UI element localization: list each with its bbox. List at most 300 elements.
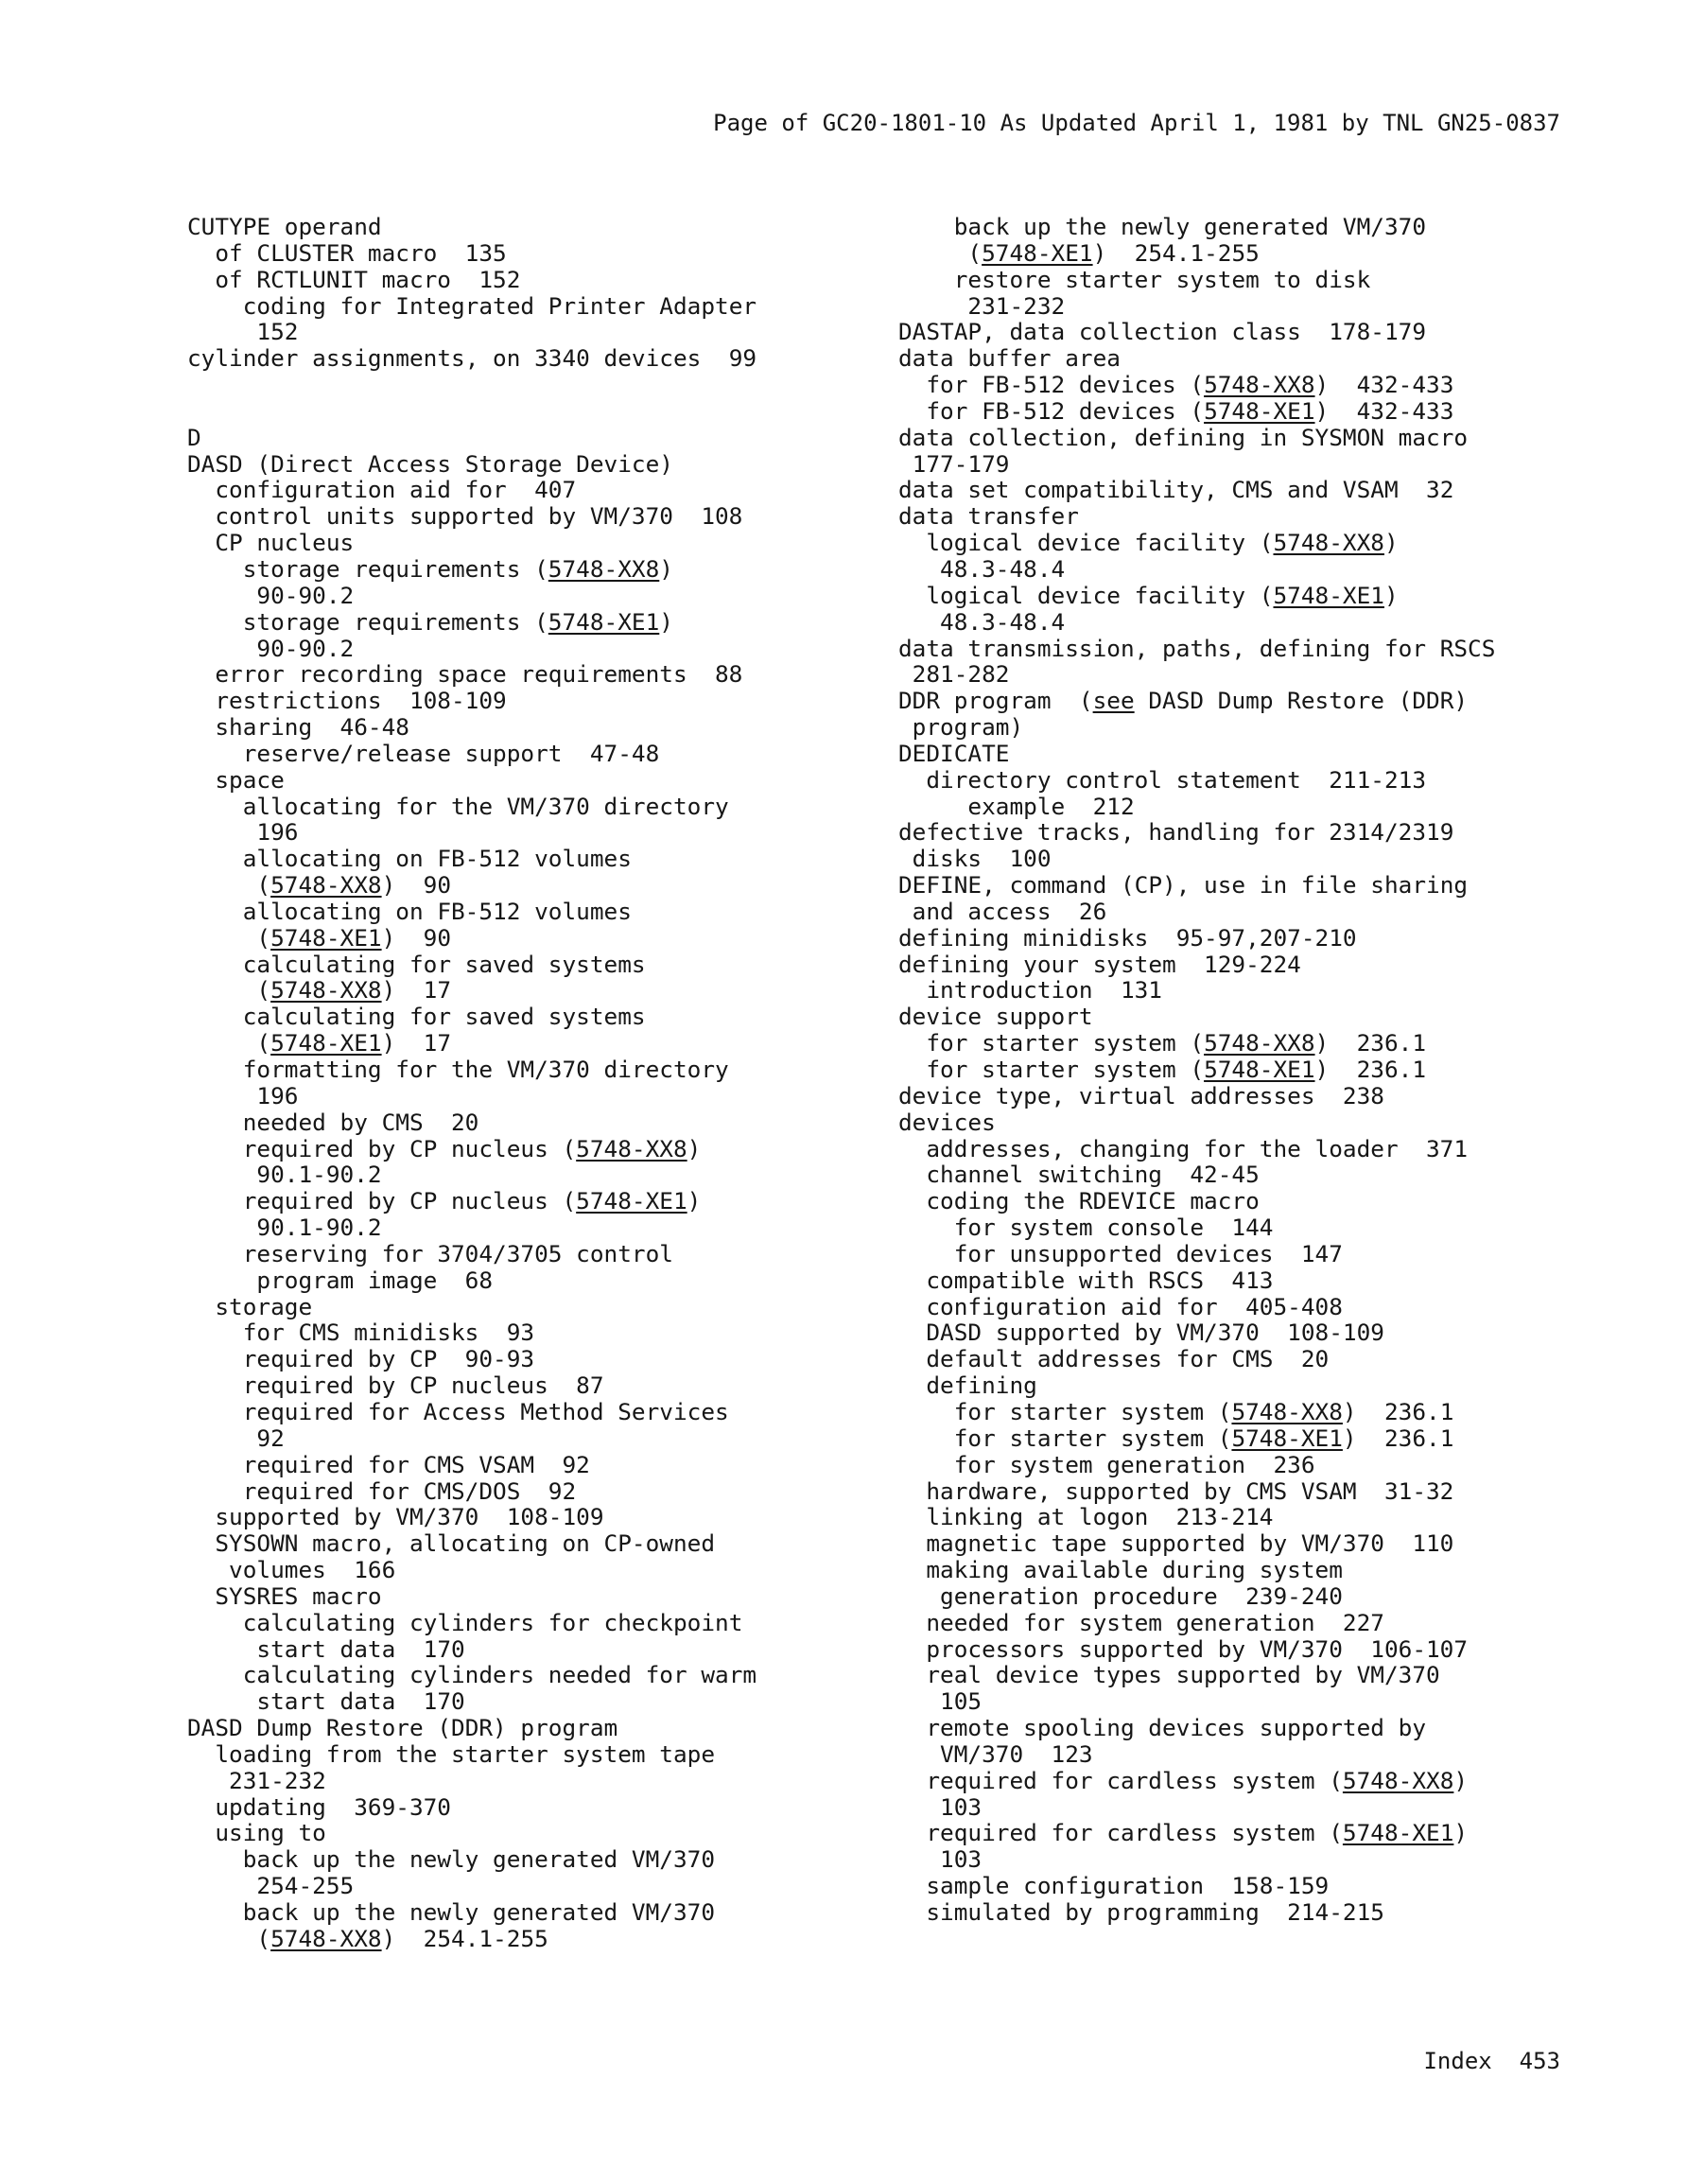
entry-text: for FB-512 devices ( <box>926 371 1205 399</box>
entry-code: see <box>1092 687 1135 715</box>
entry-text: updating 369-370 <box>215 1792 451 1821</box>
entry-text: logical device facility ( <box>926 529 1274 557</box>
entry-text: 90-90.2 <box>242 634 355 662</box>
entry-text: 92 <box>242 1424 285 1452</box>
index-entry <box>898 872 1579 899</box>
entry-text: defining <box>926 1372 1037 1400</box>
index-entry <box>898 1741 1579 1768</box>
entry-text: 231-232 <box>953 291 1066 320</box>
entry-text: required by CP nucleus ( <box>242 1187 577 1215</box>
index-entry <box>898 1820 1579 1846</box>
entry-tail: ) 90 <box>381 871 452 900</box>
entry-text: example 212 <box>953 792 1135 820</box>
entry-text: required by CP 90-93 <box>242 1345 535 1373</box>
entry-text: required for cardless system ( <box>926 1766 1343 1794</box>
entry-text: 103 <box>926 1792 983 1821</box>
entry-tail: DASD Dump Restore (DDR) <box>1134 687 1469 715</box>
entry-text: ( <box>953 238 983 267</box>
entry-tail: ) 254.1-255 <box>381 1924 548 1952</box>
entry-text: introduction 131 <box>926 976 1162 1005</box>
index-entry <box>898 1109 1579 1136</box>
entry-text: of RCTLUNIT macro 152 <box>215 265 521 293</box>
entry-code: 5748-XX8 <box>270 871 382 900</box>
index-entry <box>187 794 887 820</box>
entry-text: formatting for the VM/370 directory <box>242 1056 729 1083</box>
index-entry <box>898 1425 1579 1452</box>
index-entry <box>898 1504 1579 1530</box>
entry-text: restore starter system to disk <box>953 265 1371 293</box>
index-entry <box>187 1820 887 1846</box>
index-entry <box>187 1319 887 1346</box>
entry-text: sharing 46-48 <box>215 713 409 742</box>
entry-tail: ) 236.1 <box>1314 1056 1427 1083</box>
index-entry <box>898 1162 1579 1188</box>
index-entry <box>187 1530 887 1557</box>
entry-code: 5748-XE1 <box>1204 396 1315 425</box>
entry-text: devices <box>898 1108 996 1136</box>
entry-text: data transmission, paths, defining for RSCS <box>898 634 1496 662</box>
index-entry <box>898 1319 1579 1346</box>
entry-text: back up the newly generated VM/370 <box>242 1845 716 1874</box>
entry-code: 5748-XX8 <box>1204 1029 1315 1057</box>
index-entry <box>898 1083 1579 1109</box>
entry-code: 5748-XE1 <box>576 1187 687 1215</box>
entry-text: control units supported by VM/370 108 <box>215 502 743 531</box>
entry-text: volumes 166 <box>215 1556 396 1584</box>
entry-text: and access 26 <box>898 897 1107 925</box>
index-entry <box>898 319 1579 345</box>
entry-text: CP nucleus <box>215 529 355 557</box>
entry-text: 90.1-90.2 <box>242 1161 382 1189</box>
entry-text: needed by CMS 20 <box>242 1108 479 1136</box>
index-entry <box>187 1057 887 1083</box>
index-entry <box>187 819 887 846</box>
entry-tail: ) <box>687 1187 702 1215</box>
entry-text: required for Access Method Services <box>242 1397 729 1425</box>
index-entry <box>898 1346 1579 1372</box>
index-entry <box>187 1557 887 1583</box>
entry-text: for FB-512 devices ( <box>926 396 1205 425</box>
index-entry <box>187 1267 887 1294</box>
index-entry <box>898 1610 1579 1636</box>
entry-tail: ) 236.1 <box>1342 1424 1454 1452</box>
index-entry <box>898 977 1579 1004</box>
index-entry <box>187 372 887 398</box>
entry-text: 196 <box>242 818 299 847</box>
entry-text: for unsupported devices 147 <box>953 1239 1343 1267</box>
index-entry <box>898 1636 1579 1663</box>
index-entry <box>898 1794 1579 1821</box>
index-entry <box>187 872 887 899</box>
entry-text: data transfer <box>898 502 1079 531</box>
entry-text: sample configuration 158-159 <box>926 1872 1330 1900</box>
index-entry <box>187 636 887 662</box>
entry-text: program) <box>898 713 1024 742</box>
index-entry <box>187 345 887 372</box>
entry-tail: ) <box>659 554 673 583</box>
index-entry <box>187 1004 887 1030</box>
entry-text: 281-282 <box>898 660 1010 689</box>
index-entry <box>898 1530 1579 1557</box>
entry-code: 5748-XE1 <box>270 1029 382 1057</box>
entry-text: DEFINE, command (CP), use in file sharing <box>898 871 1469 900</box>
index-entry <box>898 794 1579 820</box>
entry-text: DASD Dump Restore (DDR) program <box>187 1714 618 1742</box>
index-entry <box>187 741 887 767</box>
index-entry <box>898 556 1579 583</box>
entry-text: error recording space requirements 88 <box>215 660 743 689</box>
index-entry <box>187 1109 887 1136</box>
index-entry <box>898 1294 1579 1320</box>
index-entry <box>187 214 887 240</box>
entry-code: 5748-XX8 <box>270 1924 382 1952</box>
index-entry <box>187 1768 887 1794</box>
entry-code: 5748-XE1 <box>548 607 660 636</box>
entry-text: calculating cylinders needed for warm <box>242 1661 757 1689</box>
entry-text: coding the RDEVICE macro <box>926 1187 1260 1215</box>
index-entry <box>187 1662 887 1688</box>
index-entry <box>187 925 887 952</box>
entry-code: 5748-XE1 <box>1273 581 1384 609</box>
entry-code: 5748-XX8 <box>1342 1766 1454 1794</box>
entry-text: DASD supported by VM/370 108-109 <box>926 1319 1384 1347</box>
entry-code: 5748-XE1 <box>1342 1819 1454 1847</box>
entry-text: data buffer area <box>898 344 1121 373</box>
index-entry <box>898 1478 1579 1505</box>
index-entry <box>187 1372 887 1399</box>
entry-text: 105 <box>926 1687 983 1716</box>
entry-code: 5748-XX8 <box>1204 371 1315 399</box>
entry-text: calculating for saved systems <box>242 1003 646 1031</box>
entry-text: space <box>215 765 285 794</box>
entry-text: configuration aid for 405-408 <box>926 1292 1343 1320</box>
entry-tail: ) <box>1453 1819 1469 1847</box>
entry-text: default addresses for CMS 20 <box>926 1345 1330 1373</box>
entry-text: data collection, defining in SYSMON macro <box>898 423 1469 451</box>
entry-text: processors supported by VM/370 106-107 <box>926 1634 1469 1663</box>
index-entry <box>898 583 1579 609</box>
entry-text: for system console 144 <box>953 1214 1274 1242</box>
entry-text: calculating for saved systems <box>242 950 646 978</box>
index-entry <box>898 1662 1579 1688</box>
index-entry <box>187 1846 887 1873</box>
entry-text: for starter system ( <box>926 1056 1205 1083</box>
index-entry <box>187 1926 887 1952</box>
entry-text: 90.1-90.2 <box>242 1214 382 1242</box>
entry-text: making available during system <box>926 1556 1343 1584</box>
index-entry <box>187 1399 887 1425</box>
index-entry <box>187 1425 887 1452</box>
entry-text: configuration aid for 407 <box>215 476 577 504</box>
page-number: 453 <box>1519 2048 1560 2074</box>
entry-tail: ) 236.1 <box>1314 1029 1427 1057</box>
index-entry <box>898 214 1579 240</box>
entry-tail: ) <box>1383 581 1399 609</box>
index-entry <box>187 1241 887 1267</box>
entry-text: needed for system generation 227 <box>926 1608 1384 1636</box>
entry-tail: ) 17 <box>381 976 452 1005</box>
entry-text: 254-255 <box>242 1872 355 1900</box>
entry-text: required for cardless system ( <box>926 1819 1343 1847</box>
index-entry <box>898 741 1579 767</box>
index-entry <box>898 1873 1579 1899</box>
index-entry <box>187 952 887 978</box>
index-entry <box>898 714 1579 741</box>
page-footer <box>1423 2048 1560 2074</box>
entry-text: simulated by programming 214-215 <box>926 1898 1384 1926</box>
entry-text: required for CMS/DOS 92 <box>242 1476 577 1505</box>
index-entry <box>187 1899 887 1926</box>
entry-text: for starter system ( <box>953 1397 1232 1425</box>
index-entry <box>898 767 1579 794</box>
index-entry <box>187 714 887 741</box>
entry-text: ( <box>242 871 271 900</box>
index-entry <box>187 1688 887 1715</box>
entry-text: defining minidisks 95-97,207-210 <box>898 923 1357 952</box>
index-entry <box>187 1452 887 1478</box>
index-entry <box>187 240 887 267</box>
entry-text: allocating for the VM/370 directory <box>242 792 729 820</box>
index-entry <box>187 530 887 556</box>
entry-tail: ) <box>1453 1766 1469 1794</box>
index-entry <box>898 899 1579 925</box>
index-entry <box>898 1214 1579 1241</box>
entry-text: restrictions 108-109 <box>215 687 507 715</box>
entry-code: 5748-XX8 <box>1231 1397 1343 1425</box>
entry-text: start data 170 <box>242 1634 465 1663</box>
index-entry <box>898 1557 1579 1583</box>
entry-text: CUTYPE operand <box>187 213 382 240</box>
entry-text: ( <box>242 1924 271 1952</box>
index-entry <box>187 556 887 583</box>
entry-text: linking at logon 213-214 <box>926 1503 1274 1531</box>
entry-text: program image 68 <box>242 1266 494 1294</box>
index-entry <box>187 1294 887 1320</box>
entry-text: 152 <box>242 318 299 346</box>
entry-text: for system generation 236 <box>953 1450 1315 1478</box>
index-entry <box>187 661 887 688</box>
entry-text: SYSRES macro <box>215 1581 382 1610</box>
index-entry <box>898 1372 1579 1399</box>
entry-code: 5748-XX8 <box>576 1134 687 1162</box>
entry-text: start data 170 <box>242 1687 465 1716</box>
index-entry <box>898 661 1579 688</box>
index-entry <box>898 1057 1579 1083</box>
entry-text: required for CMS VSAM 92 <box>242 1450 590 1478</box>
index-entry <box>187 846 887 872</box>
index-entry <box>187 1610 887 1636</box>
index-entry <box>187 899 887 925</box>
entry-code: 5748-XE1 <box>1204 1056 1315 1083</box>
index-entry <box>898 267 1579 293</box>
index-entry <box>898 1188 1579 1214</box>
index-entry <box>187 1583 887 1610</box>
entry-text: remote spooling devices supported by <box>926 1714 1426 1742</box>
entry-text: 177-179 <box>898 449 1010 478</box>
entry-text: DEDICATE <box>898 739 1010 767</box>
index-entry <box>187 1214 887 1241</box>
index-entry <box>898 477 1579 503</box>
index-entry <box>898 503 1579 530</box>
entry-text: of CLUSTER macro 135 <box>215 238 507 267</box>
index-entry <box>187 583 887 609</box>
entry-code: 5748-XX8 <box>548 554 660 583</box>
index-entry <box>187 267 887 293</box>
index-entry <box>898 636 1579 662</box>
entry-text: ( <box>242 923 271 952</box>
index-entry <box>187 609 887 636</box>
entry-text: coding for Integrated Printer Adapter <box>242 291 757 320</box>
entry-text: device support <box>898 1003 1093 1031</box>
index-entry <box>898 819 1579 846</box>
index-entry <box>898 1768 1579 1794</box>
entry-text: 103 <box>926 1845 983 1874</box>
entry-text: defective tracks, handling for 2314/2319 <box>898 818 1454 847</box>
index-entry <box>898 846 1579 872</box>
entry-tail: ) 236.1 <box>1342 1397 1454 1425</box>
entry-tail: ) 432-433 <box>1314 396 1454 425</box>
entry-code: 5748-XX8 <box>270 976 382 1005</box>
entry-text: DDR program ( <box>898 687 1093 715</box>
entry-text: back up the newly generated VM/370 <box>242 1898 716 1926</box>
entry-text: back up the newly generated VM/370 <box>953 213 1427 240</box>
index-entry <box>898 1899 1579 1926</box>
index-entry <box>187 767 887 794</box>
page-header: Page of GC20-1801-10 As Updated April 1, 1981 by TNL GN25-0837 <box>713 110 1560 136</box>
index-entry <box>898 1004 1579 1030</box>
entry-text: 231-232 <box>215 1766 326 1794</box>
entry-text: storage requirements ( <box>242 607 548 636</box>
entry-text: addresses, changing for the loader 371 <box>926 1134 1469 1162</box>
entry-text: hardware, supported by CMS VSAM 31-32 <box>926 1476 1454 1505</box>
entry-text: 48.3-48.4 <box>926 554 1066 583</box>
entry-text: SYSOWN macro, allocating on CP-owned <box>215 1529 715 1558</box>
index-entry <box>187 451 887 478</box>
entry-text: device type, virtual addresses 238 <box>898 1081 1384 1109</box>
entry-text: real device types supported by VM/370 <box>926 1661 1440 1689</box>
index-entry <box>898 451 1579 478</box>
entry-text: loading from the starter system tape <box>215 1739 715 1768</box>
entry-text: allocating on FB-512 volumes <box>242 897 632 925</box>
entry-text: reserve/release support 47-48 <box>242 739 660 767</box>
index-entry <box>187 1188 887 1214</box>
entry-text: ( <box>242 1029 271 1057</box>
entry-text: logical device facility ( <box>926 581 1274 609</box>
index-entry <box>898 1399 1579 1425</box>
index-entry <box>898 1688 1579 1715</box>
index-entry <box>187 688 887 714</box>
index-column-right <box>898 214 1579 1926</box>
entry-text: D <box>187 423 201 451</box>
entry-text: channel switching 42-45 <box>926 1161 1260 1189</box>
entry-text: magnetic tape supported by VM/370 110 <box>926 1529 1454 1558</box>
index-entry <box>187 1478 887 1505</box>
index-entry <box>898 293 1579 320</box>
index-entry <box>187 1030 887 1057</box>
entry-text: for CMS minidisks 93 <box>242 1319 535 1347</box>
entry-text: VM/370 123 <box>926 1739 1093 1768</box>
entry-text: for starter system ( <box>953 1424 1232 1452</box>
entry-text: defining your system 129-224 <box>898 950 1301 978</box>
entry-text: directory control statement 211-213 <box>926 765 1426 794</box>
index-entry <box>898 398 1579 425</box>
index-entry <box>898 952 1579 978</box>
index-entry <box>187 1741 887 1768</box>
index-column-left <box>187 214 887 1952</box>
index-entry <box>187 1715 887 1741</box>
index-entry <box>187 1504 887 1530</box>
index-entry <box>898 425 1579 451</box>
index-entry <box>898 1583 1579 1610</box>
index-entry <box>898 609 1579 636</box>
entry-code: 5748-XX8 <box>1273 529 1384 557</box>
entry-tail: ) 432-433 <box>1314 371 1454 399</box>
entry-text: DASTAP, data collection class 178-179 <box>898 318 1427 346</box>
entry-tail: ) 17 <box>381 1029 452 1057</box>
entry-text: DASD (Direct Access Storage Device) <box>187 449 673 478</box>
index-entry <box>187 1794 887 1821</box>
index-entry <box>187 398 887 425</box>
entry-text: disks 100 <box>898 845 1052 873</box>
entry-tail: ) <box>1383 529 1399 557</box>
index-entry <box>898 1452 1579 1478</box>
index-entry <box>898 1267 1579 1294</box>
entry-tail: ) 254.1-255 <box>1092 238 1260 267</box>
entry-code: 5748-XE1 <box>270 923 382 952</box>
entry-text: using to <box>215 1819 326 1847</box>
entry-text: required by CP nucleus ( <box>242 1134 577 1162</box>
index-entry <box>187 1083 887 1109</box>
entry-text: storage requirements ( <box>242 554 548 583</box>
entry-code: 5748-XE1 <box>1231 1424 1343 1452</box>
index-entry <box>898 1136 1579 1162</box>
index-entry <box>898 530 1579 556</box>
entry-text: compatible with RSCS 413 <box>926 1266 1274 1294</box>
index-entry <box>187 1873 887 1899</box>
index-entry <box>898 1030 1579 1057</box>
entry-text: generation procedure 239-240 <box>926 1581 1343 1610</box>
entry-text: cylinder assignments, on 3340 devices 99 <box>187 344 757 373</box>
entry-text: supported by VM/370 108-109 <box>215 1503 604 1531</box>
index-entry <box>187 1636 887 1663</box>
entry-tail: ) <box>687 1134 702 1162</box>
entry-text: 196 <box>242 1081 299 1109</box>
entry-text: 48.3-48.4 <box>926 607 1066 636</box>
index-entry <box>187 1346 887 1372</box>
index-entry <box>898 1715 1579 1741</box>
index-entry <box>898 925 1579 952</box>
entry-tail: ) 90 <box>381 923 452 952</box>
entry-text: required by CP nucleus 87 <box>242 1372 604 1400</box>
index-entry <box>898 240 1579 267</box>
index-entry <box>898 372 1579 398</box>
entry-text: reserving for 3704/3705 control <box>242 1239 673 1267</box>
index-entry <box>898 1241 1579 1267</box>
index-entry <box>187 425 887 451</box>
index-entry <box>898 1846 1579 1873</box>
index-entry <box>187 477 887 503</box>
entry-text: data set compatibility, CMS and VSAM 32 <box>898 476 1454 504</box>
entry-text: ( <box>242 976 271 1005</box>
entry-text: storage <box>215 1292 313 1320</box>
entry-text: 90-90.2 <box>242 581 355 609</box>
footer-section: Index <box>1423 2048 1492 2074</box>
entry-text: for starter system ( <box>926 1029 1205 1057</box>
index-entry <box>898 688 1579 714</box>
index-entry <box>187 503 887 530</box>
index-entry <box>187 319 887 345</box>
entry-text: allocating on FB-512 volumes <box>242 845 632 873</box>
